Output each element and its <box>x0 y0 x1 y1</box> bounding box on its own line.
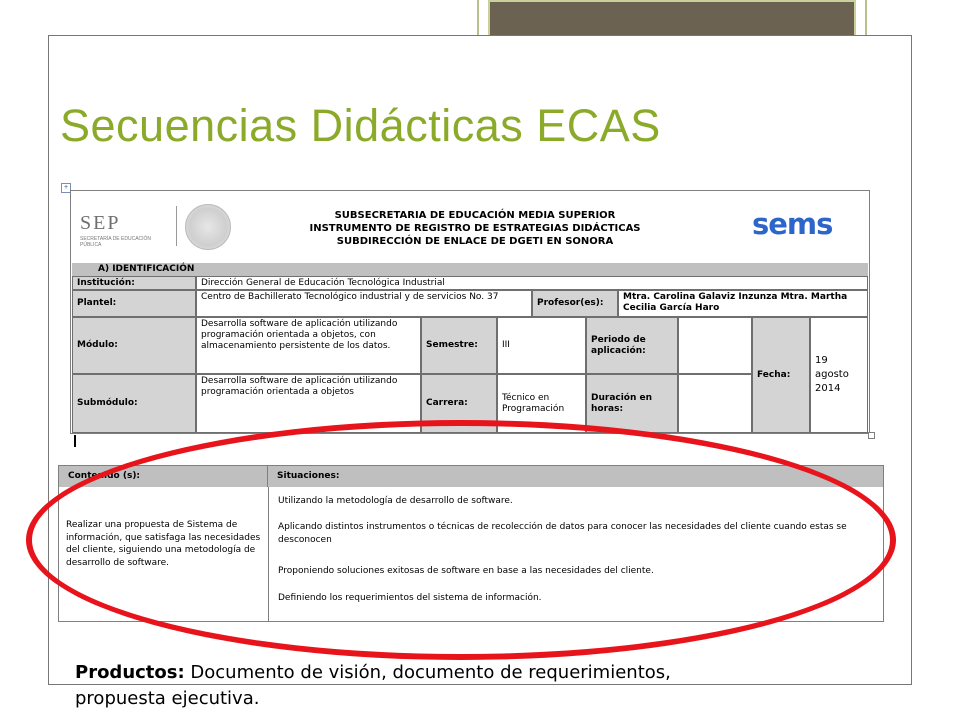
periodo-value <box>678 317 752 374</box>
carrera-label-text: Carrera: <box>426 398 468 408</box>
situacion-item: Aplicando distintos instrumentos o técnicas de recolección de datos para conocer las necesidades del cliente cuando estas se desconocen <box>278 522 847 545</box>
profesor-value: Mtra. Carolina Galaviz Inzunza Mtra. Martha Cecilia García Haro <box>618 290 868 317</box>
sep-logo-subtext: SECRETARÍA DE EDUCACIÓN PÚBLICA <box>80 236 152 248</box>
modulo-label <box>72 317 196 374</box>
fecha-label <box>752 317 810 433</box>
logo-divider <box>176 206 177 246</box>
periodo-label-text: Periodo de aplicación: <box>591 334 646 356</box>
fecha-value-text: 19 agosto 2014 <box>815 355 849 394</box>
duracion-label-text: Duración en horas: <box>591 392 653 414</box>
profesor-label <box>532 290 618 317</box>
periodo-label <box>586 317 678 374</box>
text-cursor <box>74 435 76 447</box>
situacion-item: Utilizando la metodología de desarrollo de software. <box>278 496 513 506</box>
plantel-value: Centro de Bachillerato Tecnológico industrial y de servicios No. 37 <box>196 290 532 317</box>
productos-text <box>75 660 675 712</box>
contenido-header: Contenido (s): <box>59 466 268 487</box>
modulo-value: Desarrolla software de aplicación utilizando programación orientada a objetos, con almacenamiento persistente de los datos. <box>196 317 421 374</box>
semestre-value-text: III <box>502 340 510 350</box>
situacion-item: Proponiendo soluciones exitosas de software en base a las necesidades del cliente. <box>278 566 654 576</box>
modulo-label-text: Módulo: <box>77 340 118 350</box>
semestre-label-text: Semestre: <box>426 340 478 350</box>
duracion-value <box>678 374 752 433</box>
heading-line-2: INSTRUMENTO DE REGISTRO DE ESTRATEGIAS DIDÁCTICAS <box>309 223 641 234</box>
contenido-text: Realizar una propuesta de Sistema de información, que satisfaga las necesidades del cliente, siguiendo una metodología de desarrollo de software. <box>66 520 261 568</box>
mexico-seal-icon <box>185 204 231 250</box>
carrera-value-text: Técnico en Programación <box>502 392 565 414</box>
resize-handle-icon[interactable] <box>868 432 875 439</box>
productos-value: Documento de visión, documento de requerimientos, propuesta ejecutiva. <box>75 662 671 709</box>
situacion-item: Definiendo los requerimientos del sistema de información. <box>278 593 542 603</box>
situaciones-header: Situaciones: <box>268 466 883 487</box>
institucion-label: Institución: <box>72 276 196 290</box>
form-heading <box>260 209 690 248</box>
plantel-label-text: Plantel: <box>77 298 117 308</box>
sep-logo <box>80 212 170 252</box>
semestre-value <box>497 317 586 374</box>
slide-title: Secuencias Didácticas ECAS <box>60 100 661 151</box>
section-identificacion-label: A) IDENTIFICACIÓN <box>98 264 195 274</box>
duracion-label <box>586 374 678 433</box>
institucion-value: Dirección General de Educación Tecnológica Industrial <box>196 276 868 290</box>
heading-line-3: SUBDIRECCIÓN DE ENLACE DE DGETI EN SONORA <box>336 236 614 247</box>
submodulo-label <box>72 374 196 433</box>
productos-label: Productos: <box>75 662 185 683</box>
semestre-label <box>421 317 497 374</box>
submodulo-label-text: Submódulo: <box>77 398 138 408</box>
fecha-label-text: Fecha: <box>757 369 791 380</box>
sep-logo-text: SEP <box>80 212 121 234</box>
fecha-value <box>810 317 868 433</box>
highlight-oval <box>26 420 896 660</box>
sems-logo: sems <box>752 207 833 241</box>
plantel-label <box>72 290 196 317</box>
submodulo-value: Desarrolla software de aplicación utilizando programación orientada a objetos <box>196 374 421 433</box>
profesor-label-text: Profesor(es): <box>537 298 604 308</box>
table-move-handle-icon[interactable]: + <box>61 183 71 193</box>
heading-line-1: SUBSECRETARIA DE EDUCACIÓN MEDIA SUPERIOR <box>334 210 616 221</box>
section-identificacion-header <box>72 263 868 276</box>
